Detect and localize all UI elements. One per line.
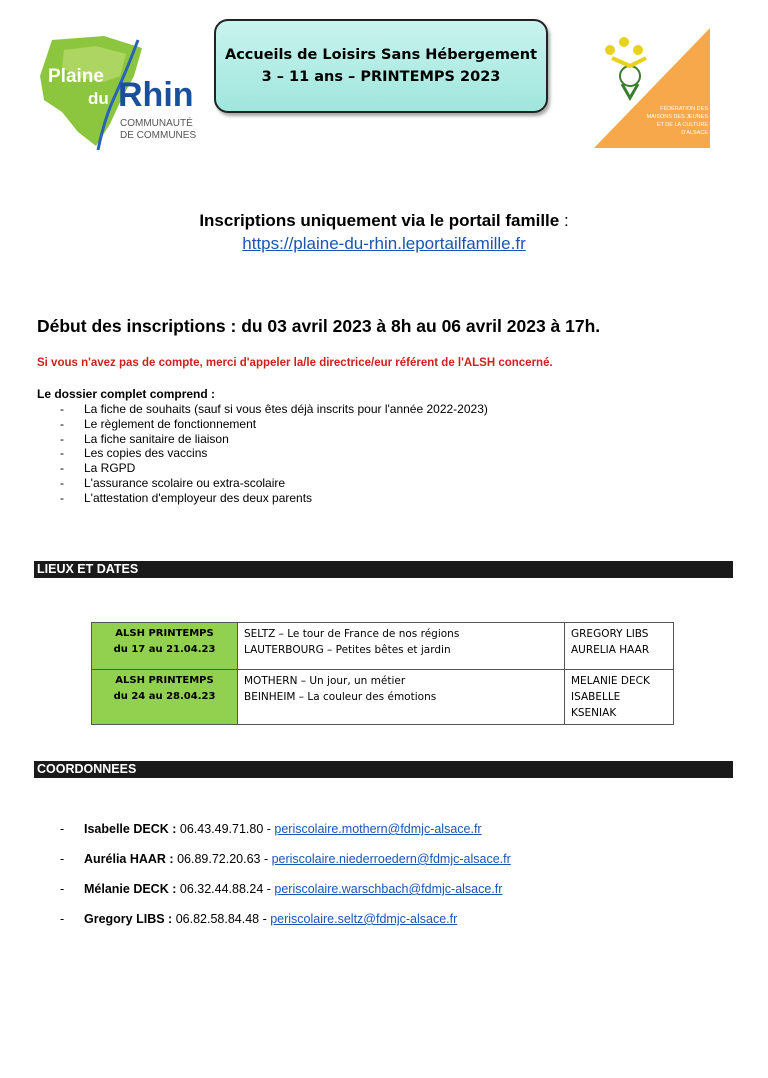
contact-item: [60, 882, 511, 912]
title-box: [214, 19, 548, 113]
contact-email-link[interactable]: periscolaire.niederroedern@fdmjc-alsace.fr: [271, 852, 511, 866]
logo-text-rhin: Rhin: [118, 76, 194, 114]
period-label: ALSH PRINTEMPS: [115, 675, 214, 686]
alsh-table: [91, 622, 674, 725]
logo-text-plaine: Plaine: [48, 66, 104, 87]
table-row: [92, 670, 674, 725]
list-item: - L'assurance scolaire ou extra-scolaire: [60, 476, 488, 491]
logo-text-communaute: COMMUNAUTÉ: [120, 118, 193, 129]
contact-name: Aurélia HAAR :: [84, 852, 174, 866]
account-warning: Si vous n'avez pas de compte, merci d'appeler la/le directrice/eur référent de l'ALSH concerné.: [37, 357, 553, 369]
list-item: - Les copies des vaccins: [60, 446, 488, 461]
directors-cell: [565, 670, 674, 725]
place-line: SELTZ – Le tour de France de nos régions: [244, 628, 460, 640]
portail-famille-link[interactable]: https://plaine-du-rhin.leportailfamille.fr: [242, 234, 526, 253]
figures-icon: [605, 37, 646, 98]
places-cell: [238, 670, 565, 725]
logo-text-communes: DE COMMUNES: [120, 130, 197, 141]
contact-name: Isabelle DECK :: [84, 822, 177, 836]
dossier-title: Le dossier complet comprend :: [37, 387, 216, 401]
places-cell: [238, 623, 565, 670]
fdmjc-text-2: MAISONS DES JEUNES: [646, 114, 708, 120]
contact-phone: 06.43.49.71.80 -: [176, 822, 275, 836]
inscriptions-heading-colon: :: [559, 211, 569, 230]
dossier-list: [60, 402, 488, 506]
director-name: MELANIE DECK: [571, 675, 650, 687]
place-line: BEINHEIM – La couleur des émotions: [244, 691, 437, 703]
contact-email-link[interactable]: periscolaire.warschbach@fdmjc-alsace.fr: [274, 882, 503, 896]
logo-text-du: du: [88, 89, 109, 108]
contact-name: Gregory LIBS :: [84, 912, 173, 926]
contact-item: [60, 852, 511, 882]
section-coordonnees: COORDONNEES: [34, 761, 733, 778]
list-item: - Le règlement de fonctionnement: [60, 417, 488, 432]
contact-item: [60, 822, 511, 852]
period-label: ALSH PRINTEMPS: [115, 628, 214, 639]
fdmjc-alsace-logo: [592, 28, 712, 150]
directors-cell: [565, 623, 674, 670]
contact-email-link[interactable]: periscolaire.mothern@fdmjc-alsace.fr: [274, 822, 482, 836]
contact-item: [60, 912, 511, 942]
fdmjc-text-3: ET DE LA CULTURE: [656, 122, 708, 128]
list-item: - L'attestation d'employeur des deux parents: [60, 491, 488, 506]
contact-name: Mélanie DECK :: [84, 882, 177, 896]
inscriptions-dates: Début des inscriptions : du 03 avril 2023 à 8h au 06 avril 2023 à 17h.: [37, 316, 601, 336]
section-lieux-et-dates: LIEUX ET DATES: [34, 561, 733, 578]
inscriptions-heading: [0, 211, 768, 231]
place-line: MOTHERN – Un jour, un métier: [244, 675, 406, 687]
plaine-du-rhin-logo: [34, 28, 212, 153]
contact-phone: 06.82.58.84.48 -: [172, 912, 271, 926]
table-row: [92, 623, 674, 670]
place-line: LAUTERBOURG – Petites bêtes et jardin: [244, 644, 451, 656]
contact-phone: 06.89.72.20.63 -: [173, 852, 272, 866]
period-cell: [92, 670, 238, 725]
inscriptions-heading-bold: Inscriptions uniquement via le portail famille: [199, 211, 560, 230]
fdmjc-text-4: D'ALSACE: [681, 130, 708, 136]
list-item: - La fiche sanitaire de liaison: [60, 432, 488, 447]
contacts-list: [60, 822, 511, 942]
fdmjc-text-1: FÉDÉRATION DES: [660, 106, 708, 112]
list-item: - La fiche de souhaits (sauf si vous êtes déjà inscrits pour l'année 2022-2023): [60, 402, 488, 417]
director-name: GREGORY LIBS: [571, 628, 649, 640]
list-item: - La RGPD: [60, 461, 488, 476]
director-name: ISABELLE KSENIAK: [571, 691, 621, 719]
period-dates: du 24 au 28.04.23: [113, 691, 216, 702]
director-name: AURELIA HAAR: [571, 644, 650, 656]
period-dates: du 17 au 21.04.23: [113, 644, 216, 655]
contact-phone: 06.32.44.88.24 -: [176, 882, 275, 896]
title-line-2: 3 – 11 ans – PRINTEMPS 2023: [261, 69, 501, 85]
contact-email-link[interactable]: periscolaire.seltz@fdmjc-alsace.fr: [270, 912, 458, 926]
title-line-1: Accueils de Loisirs Sans Hébergement: [224, 47, 538, 63]
period-cell: [92, 623, 238, 670]
